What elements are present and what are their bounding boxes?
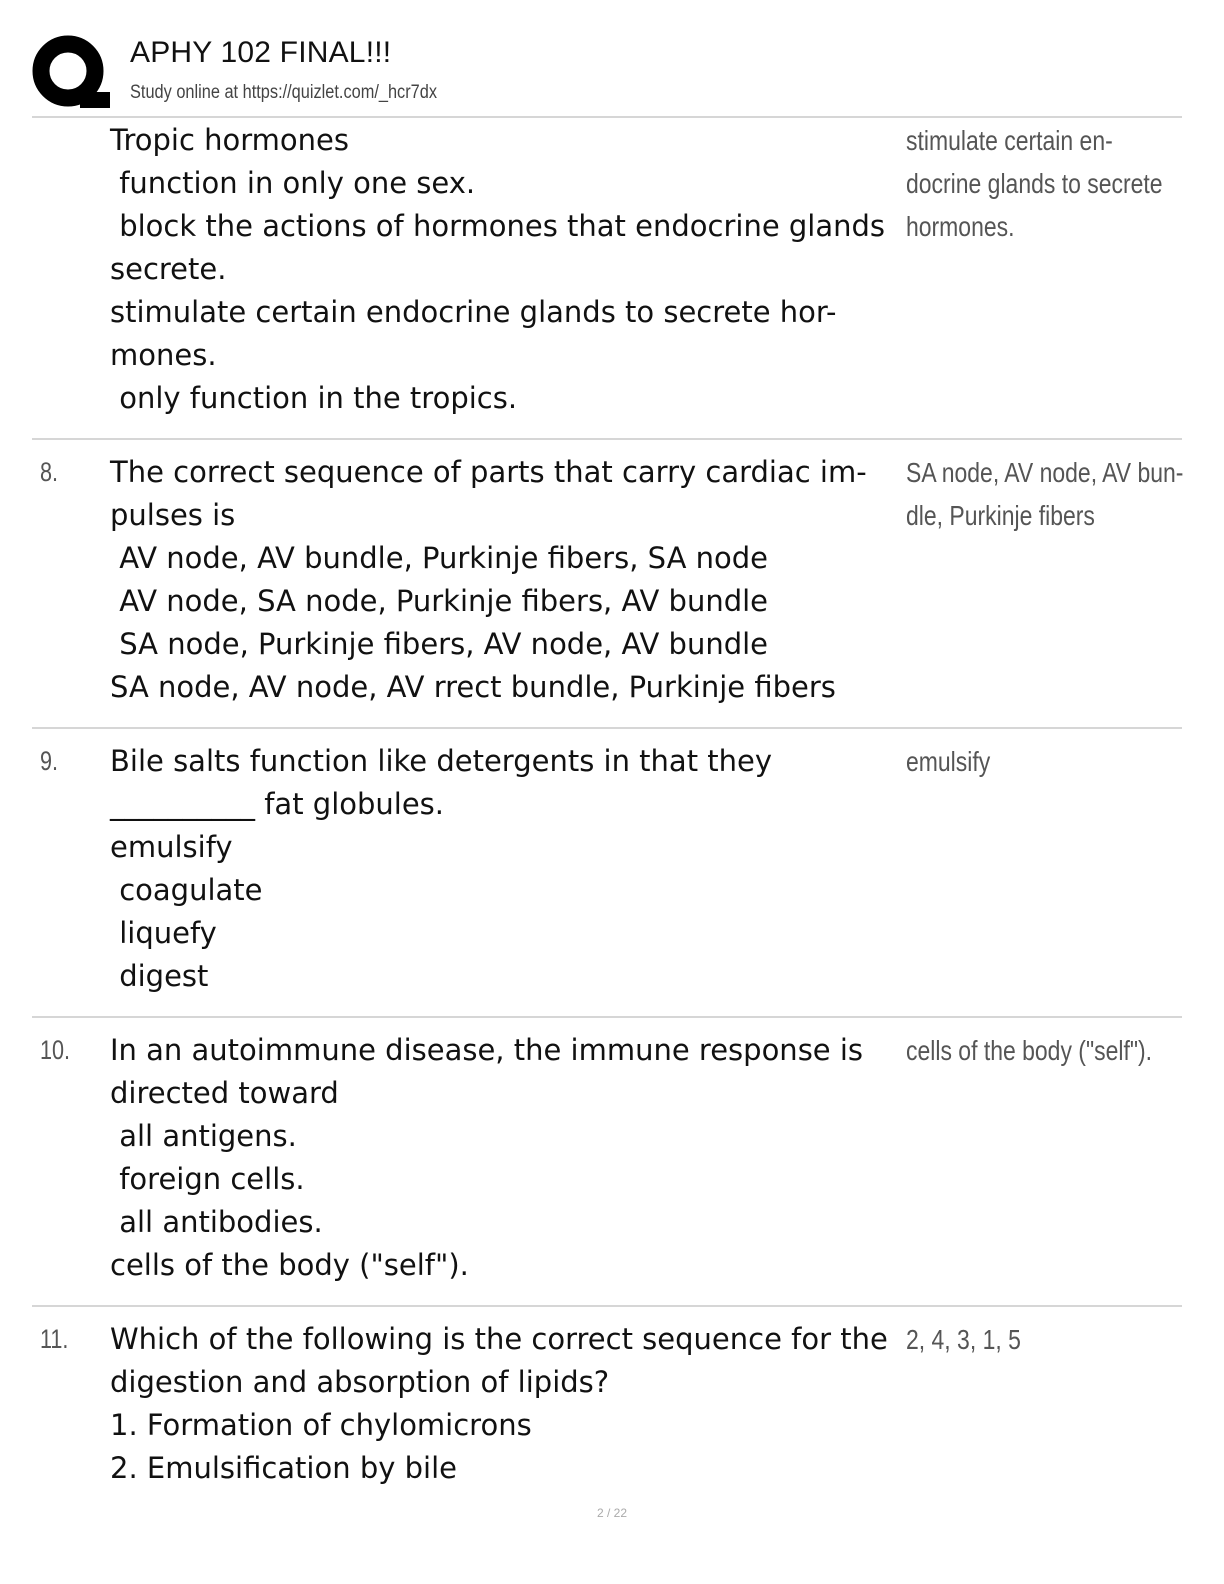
- flashcard-7: [32, 119, 1182, 419]
- definition-line: stimulate certain en-: [906, 125, 1113, 156]
- divider: [32, 438, 1182, 440]
- divider: [32, 116, 1182, 118]
- flashcard-9: [32, 740, 1182, 1000]
- term-line: In an autoimmune disease, the immune response is: [110, 1033, 864, 1067]
- term-line: digestion and absorption of lipids?: [110, 1365, 610, 1399]
- term-line: emulsify: [110, 830, 233, 864]
- card-term: [110, 1318, 910, 1490]
- flashcard-8: [32, 451, 1182, 711]
- term-line: all antibodies.: [110, 1205, 323, 1239]
- definition-line: hormones.: [906, 211, 1015, 242]
- term-line: SA node, AV node, AV rrect bundle, Purkinje fibers: [110, 670, 836, 704]
- term-line: stimulate certain endocrine glands to secrete hor-: [110, 295, 837, 329]
- definition-line: docrine glands to secrete: [906, 168, 1163, 199]
- term-line: liquefy: [110, 916, 217, 950]
- term-line: Bile salts function like detergents in that they: [110, 744, 773, 778]
- card-term: [110, 119, 910, 420]
- term-line: all antigens.: [110, 1119, 297, 1153]
- flashcard-11: [32, 1318, 1182, 1498]
- term-line: foreign cells.: [110, 1162, 305, 1196]
- card-definition: [906, 1318, 1152, 1361]
- term-line: only function in the tropics.: [110, 381, 518, 415]
- term-line: mones.: [110, 338, 217, 372]
- card-definition: [906, 740, 1152, 783]
- term-line: secrete.: [110, 252, 227, 286]
- definition-line: SA node, AV node, AV bun-: [906, 457, 1184, 488]
- divider: [32, 1016, 1182, 1018]
- card-term: [110, 740, 910, 998]
- term-line: block the actions of hormones that endocrine glands: [110, 209, 886, 243]
- term-line: Which of the following is the correct sequence for the: [110, 1322, 888, 1356]
- card-term: [110, 1029, 910, 1287]
- document-title: APHY 102 FINAL!!!: [130, 36, 392, 69]
- term-line: __________ fat globules.: [110, 787, 445, 821]
- term-line: AV node, SA node, Purkinje fibers, AV bundle: [110, 584, 769, 618]
- term-line: 2. Emulsification by bile: [110, 1451, 457, 1485]
- card-number: 10.: [40, 1035, 71, 1065]
- card-definition: [906, 119, 1163, 248]
- page-indicator: 2 / 22: [596, 1506, 628, 1520]
- term-line: The correct sequence of parts that carry cardiac im-: [110, 455, 867, 489]
- term-line: Tropic hormones: [110, 123, 349, 157]
- term-line: SA node, Purkinje fibers, AV node, AV bundle: [110, 627, 769, 661]
- card-definition: [906, 1029, 1152, 1072]
- divider: [32, 1305, 1182, 1307]
- term-line: directed toward: [110, 1076, 339, 1110]
- term-line: cells of the body ("self").: [110, 1248, 469, 1282]
- divider: [32, 727, 1182, 729]
- definition-line: emulsify: [906, 746, 991, 777]
- card-number: 11.: [40, 1324, 69, 1354]
- study-online-link[interactable]: Study online at https://quizlet.com/_hcr7dx: [130, 82, 438, 103]
- definition-line: 2, 4, 3, 1, 5: [906, 1324, 1021, 1355]
- term-line: digest: [110, 959, 209, 993]
- card-definition: [906, 451, 1184, 537]
- definition-line: cells of the body ("self").: [906, 1035, 1153, 1066]
- term-line: function in only one sex.: [110, 166, 476, 200]
- definition-line: dle, Purkinje fibers: [906, 500, 1095, 531]
- quizlet-q-logo-icon: [32, 34, 110, 112]
- term-line: AV node, AV bundle, Purkinje fibers, SA node: [110, 541, 769, 575]
- document-header: [32, 30, 1182, 116]
- term-line: coagulate: [110, 873, 263, 907]
- term-line: 1. Formation of chylomicrons: [110, 1408, 532, 1442]
- card-number: 8.: [40, 457, 59, 487]
- term-line: pulses is: [110, 498, 236, 532]
- flashcard-10: [32, 1029, 1182, 1289]
- card-term: [110, 451, 910, 709]
- card-number: 9.: [40, 746, 59, 776]
